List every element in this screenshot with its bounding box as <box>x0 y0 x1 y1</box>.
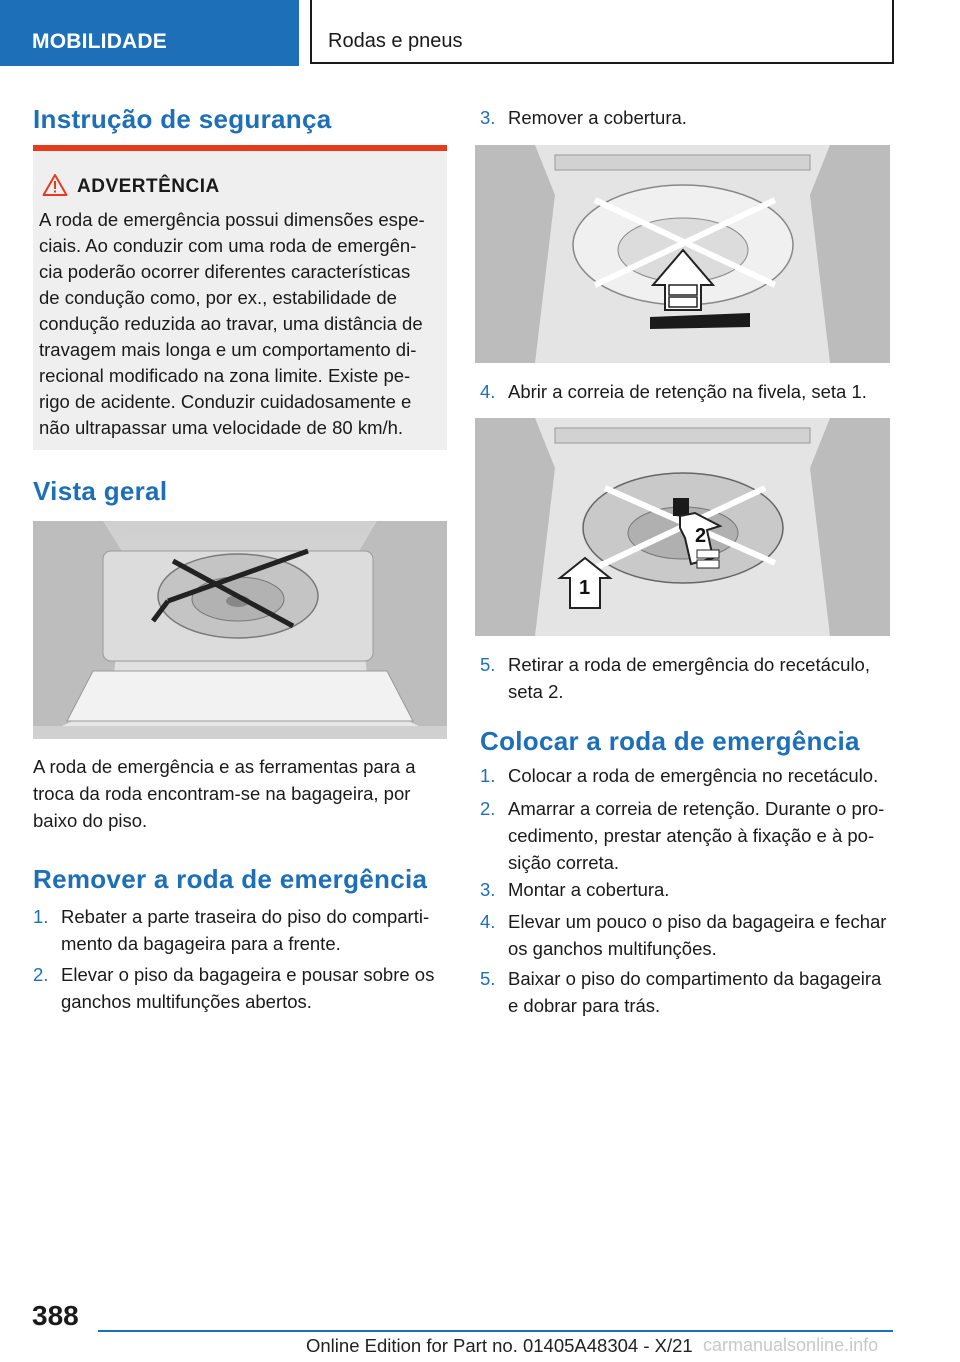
step-line: Abrir a correia de retenção na fivela, seta 1. <box>508 381 867 402</box>
step-line: Elevar o piso da bagageira e pousar sobre os <box>61 964 435 985</box>
step-line: sição correta. <box>508 852 620 873</box>
warning-line: A roda de emergência possui dimensões espe- <box>39 209 425 230</box>
footer-divider <box>98 1330 893 1332</box>
warning-line: condução reduzida ao travar, uma distância de <box>39 313 423 334</box>
cover-removal-illustration <box>475 145 890 363</box>
step-line: cedimento, prestar atenção à fixação e à po- <box>508 825 875 846</box>
overview-line: baixo do piso. <box>33 810 148 831</box>
warning-triangle-icon <box>42 173 68 197</box>
overview-line: troca da roda encontram-se na bagageira, por <box>33 783 411 804</box>
step-line: e dobrar para trás. <box>508 995 661 1016</box>
overview-text <box>33 753 416 834</box>
remove-heading: Remover a roda de emergência <box>33 864 428 894</box>
step-line: Elevar um pouco o piso da bagageira e fechar <box>508 911 887 932</box>
warning-line: de condução como, por ex., estabilidade de <box>39 287 397 308</box>
warning-line: não ultrapassar uma velocidade de 80 km/h. <box>39 417 404 438</box>
page-number: 388 <box>32 1300 79 1331</box>
section-title: MOBILIDADE <box>32 30 167 53</box>
arrow-label-1: 1 <box>579 577 591 599</box>
strap-release-illustration <box>475 418 890 636</box>
warning-box <box>33 145 447 450</box>
step-line: Amarrar a correia de retenção. Durante o pro- <box>508 798 885 819</box>
warning-line: cia poderão ocorrer diferentes características <box>39 261 411 282</box>
warning-line: travagem mais longa e um comportamento di- <box>39 339 417 360</box>
warning-line: recional modificado na zona limite. Existe pe- <box>39 365 411 386</box>
step-line: Colocar a roda de emergência no recetáculo. <box>508 765 879 786</box>
section-tab <box>0 0 299 66</box>
step-number: 4. <box>480 381 496 402</box>
warning-text <box>39 207 443 441</box>
overview-line: A roda de emergência e as ferramentas para a <box>33 756 416 777</box>
step-line: Montar a cobertura. <box>508 879 670 900</box>
step-number: 1. <box>33 906 49 927</box>
step-line: seta 2. <box>508 681 564 702</box>
warning-title: ADVERTÊNCIA <box>77 176 220 197</box>
step-line: mento da bagageira para a frente. <box>61 933 341 954</box>
step-number: 5. <box>480 654 496 675</box>
arrow-label-2: 2 <box>695 525 707 547</box>
step-line: os ganchos multifunções. <box>508 938 717 959</box>
install-heading: Colocar a roda de emergência <box>480 726 860 756</box>
step-line: Retirar a roda de emergência do recetáculo, <box>508 654 870 675</box>
chapter-title: Rodas e pneus <box>328 30 463 52</box>
overview-heading: Vista geral <box>33 476 168 506</box>
step-number: 2. <box>33 964 49 985</box>
step-line: ganchos multifunções abertos. <box>61 991 312 1012</box>
step-line: Rebater a parte traseira do piso do comparti- <box>61 906 430 927</box>
step-line: Remover a cobertura. <box>508 107 687 128</box>
step-number: 2. <box>480 798 496 819</box>
step-line: Baixar o piso do compartimento da bagageira <box>508 968 882 989</box>
safety-heading: Instrução de segurança <box>33 104 332 134</box>
trunk-overview-illustration <box>33 521 447 739</box>
step-number: 5. <box>480 968 496 989</box>
warning-line: rigo de acidente. Conduzir cuidadosamente e <box>39 391 412 412</box>
step-number: 3. <box>480 107 496 128</box>
step-number: 1. <box>480 765 496 786</box>
step-number: 3. <box>480 879 496 900</box>
chapter-tab <box>310 0 894 64</box>
step-number: 4. <box>480 911 496 932</box>
warning-line: ciais. Ao conduzir com uma roda de emergên- <box>39 235 417 256</box>
watermark: carmanualsonline.info <box>703 1335 879 1355</box>
edition-text: Online Edition for Part no. 01405A48304 - X/21 <box>306 1335 693 1356</box>
